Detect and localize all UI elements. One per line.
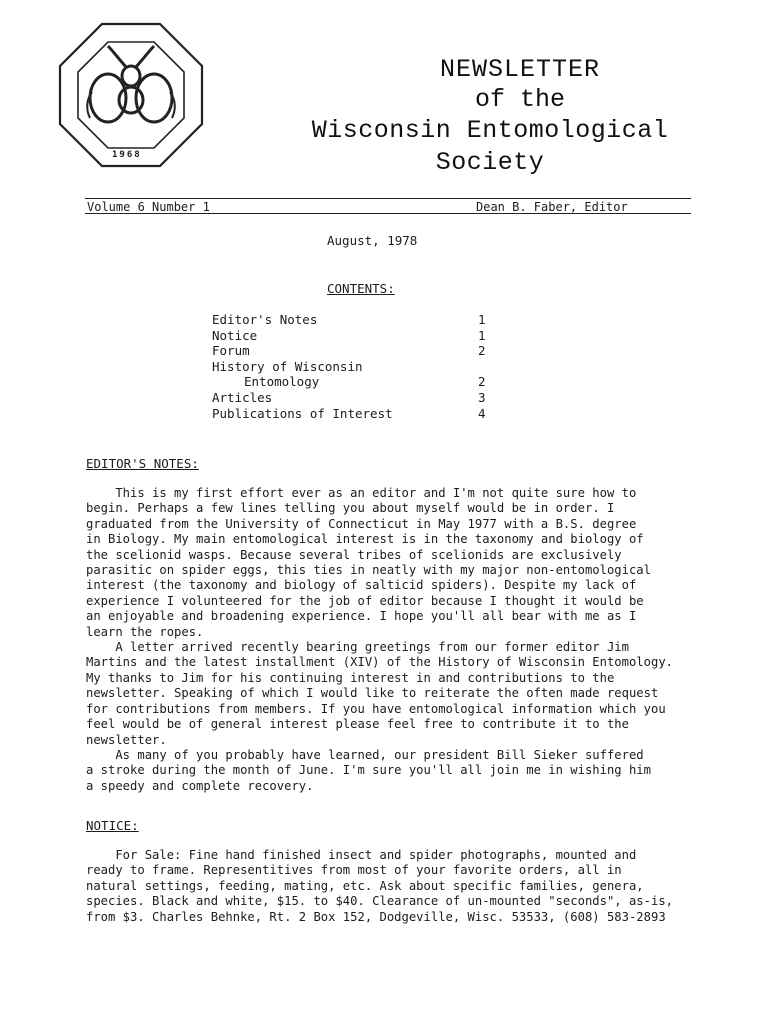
editor-name: Dean B. Faber, Editor xyxy=(476,200,628,214)
text-line: in Biology. My main entomological interest is in the taxonomy and biology of xyxy=(86,532,644,547)
toc-item: Editor's Notes 1 xyxy=(212,312,486,327)
text-line: begin. Perhaps a few lines telling you about myself would be in order. I xyxy=(86,501,615,516)
table-of-contents xyxy=(212,312,492,421)
text-line: newsletter. Speaking of which I would like to reiterate the often made request xyxy=(86,686,659,701)
toc-item: Entomology 2 xyxy=(244,374,486,390)
text-line: graduated from the University of Connecticut in May 1977 with a B.S. degree xyxy=(86,516,637,531)
text-line: the scelionid wasps. Because several tribes of scelionids are exclusively xyxy=(86,547,622,562)
text-line: My thanks to Jim for his continuing interest in and contributions to the xyxy=(86,670,615,685)
toc-item: Forum 2 xyxy=(212,343,486,359)
toc-item: History of Wisconsin xyxy=(212,358,363,374)
text-line: As many of you probably have learned, our president Bill Sieker suffered xyxy=(86,747,644,762)
seal-insect-icon xyxy=(56,20,206,170)
text-line: for contributions from members. If you have entomological information which you xyxy=(86,701,666,716)
text-line: A letter arrived recently bearing greetings from our former editor Jim xyxy=(86,640,629,655)
text-line: parasitic on spider eggs, this ties in neatly with my major non-entomological xyxy=(86,563,651,578)
text-line: interest (the taxonomy and biology of salticid spiders). Despite my lack of xyxy=(86,578,637,593)
editors-notes-heading: EDITOR'S NOTES: xyxy=(86,456,199,471)
masthead-top-rule xyxy=(85,198,691,199)
title-line-1: NEWSLETTER xyxy=(439,55,601,84)
text-line: For Sale: Fine hand finished insect and spider photographs, mounted and xyxy=(86,848,637,862)
seal-year: 1968 xyxy=(112,150,142,160)
text-line: species. Black and white, $15. to $40. Clearance of un-mounted "seconds", as-is, xyxy=(86,894,673,909)
title-line-3: Wisconsin Entomological Society xyxy=(311,116,669,177)
text-line: ready to frame. Representitives from most of your favorite orders, all in xyxy=(86,863,622,878)
title-line-2: of the xyxy=(474,85,565,114)
volume-number: Volume 6 Number 1 xyxy=(87,200,210,214)
text-line: experience I volunteered for the job of editor because I thought it would be xyxy=(86,593,644,608)
editors-notes-body xyxy=(86,486,696,794)
text-line: natural settings, feeding, mating, etc. Ask about specific families, genera, xyxy=(86,878,644,893)
issue-date: August, 1978 xyxy=(327,233,418,248)
toc-item: Notice 1 xyxy=(212,327,486,343)
contents-heading: CONTENTS: xyxy=(327,281,395,296)
text-line: a stroke during the month of June. I'm sure you'll all join me in wishing him xyxy=(86,763,651,778)
toc-item: Articles 3 xyxy=(212,389,486,405)
notice-body xyxy=(86,848,696,925)
text-line: newsletter. xyxy=(86,732,167,747)
text-line: from $3. Charles Behnke, Rt. 2 Box 152, Dodgeville, Wisc. 53533, (608) 583-2893 xyxy=(86,909,666,924)
notice-heading: NOTICE: xyxy=(86,818,139,833)
toc-item: Publications of Interest 4 xyxy=(212,405,486,421)
society-seal-logo xyxy=(56,20,206,170)
text-line: Martins and the latest installment (XIV) of the History of Wisconsin Entomology. xyxy=(86,655,673,670)
newsletter-title xyxy=(250,55,730,179)
text-line: a speedy and complete recovery. xyxy=(86,778,314,793)
text-line: feel would be of general interest please feel free to contribute it to the xyxy=(86,717,629,732)
text-line: an enjoyable and broadening experience. I hope you'll all bear with me as I xyxy=(86,609,637,624)
text-line: learn the ropes. xyxy=(86,624,204,639)
masthead-bottom-rule xyxy=(85,213,691,214)
text-line: This is my first effort ever as an editor and I'm not quite sure how to xyxy=(86,486,637,500)
